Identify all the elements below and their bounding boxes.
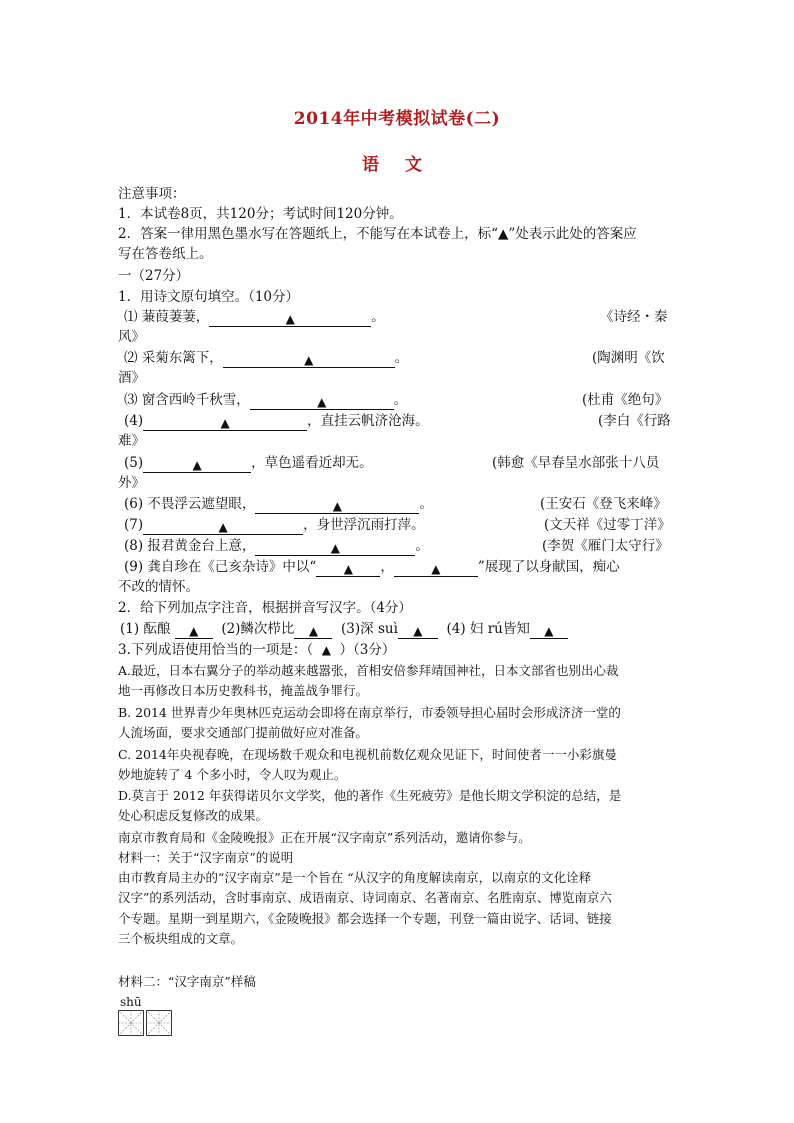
q1-line-7 [124, 515, 425, 535]
answer-mark-icon[interactable]: ▲ [321, 643, 331, 657]
q1-line-2-text: 采菊东篱下， [141, 350, 223, 366]
q1-line-1-text: 蒹葭萋萋， [141, 309, 210, 325]
q1-line-3-source: (杜甫《绝句》 [582, 392, 669, 408]
answer-mark-icon: ▲ [189, 624, 199, 638]
material-one-line2: 汉字”的系列活动，含时事南京、成语南京、诗词南京、名著南京、名胜南京、博览南京六 [118, 890, 612, 905]
q1-line-4-source: (李白《行路 [598, 413, 671, 429]
q3-option-d-line1: D.莫言于 2012 年获得诺贝尔文学奖，他的著作《生死疲劳》是他长期文学积淀的总结，是 [118, 788, 622, 803]
q1-stem: 1．用诗文原句填空。（10分） [118, 289, 300, 305]
q3-option-b-line2: 人流场面，要求交通部门提前做好应对准备。 [118, 725, 369, 740]
answer-blank[interactable] [143, 520, 303, 535]
q1-line-2-source-cont: 酒》 [118, 370, 145, 386]
q1-line-3-text: 窗含西岭千秋雪， [141, 392, 250, 408]
q3-stem [118, 640, 395, 660]
answer-mark-icon: ▲ [343, 562, 353, 576]
activity-intro: 南京市教育局和《金陵晚报》正在开展“汉字南京”系列活动，邀请你参与。 [118, 830, 531, 845]
q1-line-5-source: (韩愈《早春呈水部张十八员 [492, 455, 660, 471]
notes-item-2a: 2．答案一律用黑色墨水写在答题纸上，不能写在本试卷上，标“▲”处表示此处的答案应 [118, 226, 637, 242]
q1-line-7-num: (7) [124, 517, 144, 533]
q1-line-8-num: (8) [124, 538, 144, 554]
q1-line-4 [124, 411, 429, 431]
q1-line-1-num: ⑴ [124, 309, 138, 325]
q1-line-6 [124, 494, 433, 514]
pinyin-label: shū [120, 995, 142, 1009]
q1-line-9 [124, 557, 620, 577]
q1-line-6-source: (王安石《登飞来峰》 [540, 496, 667, 512]
q1-line-9-start: (9) 龚自珍在《己亥杂诗》中以“ [124, 559, 317, 575]
material-one-line1: 由市教育局主办的“汉字南京”是一个旨在 “从汉字的角度解读南京，以南京的文化诠释 [118, 870, 592, 885]
notes-heading: 注意事项： [118, 186, 186, 202]
answer-blank[interactable] [175, 624, 213, 639]
material-one-line4: 三个板块组成的文章。 [118, 931, 244, 946]
q3-stem-tail: ）（3分） [339, 642, 396, 658]
q3-option-c-line1: C. 2014年央视春晚，在现场数千观众和电视机前数亿观众见证下，时间使者一一小彩旗曼 [118, 747, 617, 762]
q1-line-9-end: ”展现了以身献国，痴心 [477, 559, 620, 575]
q1-line-7-tail: ，身世浮沉雨打萍。 [303, 517, 425, 533]
answer-blank[interactable] [209, 312, 371, 327]
q1-line-5-tail: ，草色遥看近却无。 [251, 455, 373, 471]
exam-title: 2014年中考模拟试卷(二) [293, 109, 501, 129]
answer-mark-icon: ▲ [304, 353, 314, 367]
q1-line-2-tail: 。 [394, 350, 409, 366]
q3-option-a-line1: A.最近，日本右翼分子的举动越来越嚣张，首相安倍参拜靖国神社，日本文部省也别出心裁 [118, 663, 619, 678]
tianzige-grid-box [118, 1010, 144, 1036]
q3-stem-text: 3.下列成语使用恰当的一项是：（ [118, 642, 314, 658]
answer-blank[interactable] [294, 624, 332, 639]
q3-option-d-line2: 处心积虑反复修改的成果。 [118, 808, 269, 823]
q2-stem: 2．给下列加点字注音，根据拼音写汉字。（4分） [118, 600, 412, 616]
q1-line-6-text: 不畏浮云遮望眼， [147, 496, 256, 512]
answer-blank[interactable] [530, 624, 568, 639]
q2-item-a: (1) 酝酿 [120, 621, 171, 637]
answer-blank[interactable] [143, 416, 307, 431]
answer-mark-icon: ▲ [308, 624, 319, 638]
answer-mark-icon: ▲ [330, 541, 341, 555]
answer-blank[interactable] [398, 624, 438, 639]
q2-item-d: (4) 妇 rú皆知 [446, 621, 530, 637]
q1-line-8-source: (李贺《雁门太守行》 [542, 538, 669, 554]
q1-line-5 [124, 453, 373, 473]
q1-line-3 [124, 390, 407, 410]
material-two-title: 材料二：“汉字南京”样稿 [118, 974, 256, 989]
q1-line-8-text: 报君黄金台上意， [147, 538, 256, 554]
q1-line-1-tail: 。 [371, 309, 385, 325]
answer-blank[interactable] [250, 395, 394, 410]
tianzige-grid-box [146, 1010, 172, 1036]
q1-line-6-num: (6) [124, 496, 144, 512]
material-one-title: 材料一：关于“汉字南京”的说明 [118, 850, 294, 865]
q1-line-5-source-cont: 外》 [118, 475, 145, 491]
q1-line-9-cont: 不改的情怀。 [118, 579, 199, 595]
notes-item-1: 1．本试卷8页，共120分；考试时间120分钟。 [118, 206, 403, 222]
q1-line-4-num: (4) [124, 413, 144, 429]
q1-line-2-num: ⑵ [124, 350, 138, 366]
answer-mark-icon: ▲ [192, 458, 202, 472]
q1-line-8-tail: 。 [415, 538, 429, 554]
exam-subject: 语 文 [362, 155, 432, 175]
q1-line-1 [124, 307, 385, 327]
answer-mark-icon: ▲ [431, 562, 441, 576]
q2-items [120, 619, 568, 639]
answer-mark-icon: ▲ [413, 624, 423, 638]
q1-line-9-comma: ， [380, 559, 394, 575]
section-one-label: 一（27分） [118, 268, 190, 284]
answer-mark-icon: ▲ [218, 520, 228, 534]
answer-mark-icon: ▲ [220, 416, 230, 430]
q1-line-1-source-cont: 风》 [118, 329, 145, 345]
q1-line-5-num: (5) [124, 455, 144, 471]
q1-line-7-source: (文天祥《过零丁洋》 [544, 517, 671, 533]
q3-option-c-line2: 妙地旋转了 4 个多小时，令人叹为观止。 [118, 767, 347, 782]
q1-line-2 [124, 348, 408, 368]
answer-blank[interactable] [255, 541, 415, 556]
q1-line-4-tail: ，直挂云帆济沧海。 [307, 413, 429, 429]
answer-mark-icon: ▲ [285, 312, 295, 326]
material-one-line3: 个专题。星期一到星期六，《金陵晚报》都会选择一个专题，刊登一篇由说字、话词、链接 [118, 911, 612, 926]
q2-item-c: (3)深 suì [341, 621, 398, 637]
q1-line-2-source: (陶渊明《饮 [592, 350, 665, 366]
q3-option-a-line2: 地一再修改日本历史教科书，掩盖战争罪行。 [118, 683, 369, 698]
answer-blank[interactable] [255, 499, 419, 514]
q3-option-b-line1: B. 2014 世界青少年奥林匹克运动会即将在南京举行，市委领导担心届时会形成济济一堂的 [118, 705, 621, 720]
notes-item-2b: 写在答卷纸上。 [118, 246, 213, 262]
answer-blank[interactable] [143, 458, 251, 473]
answer-mark-icon: ▲ [332, 499, 343, 513]
q1-line-4-source-cont: 难》 [118, 433, 145, 449]
q1-line-3-num: ⑶ [124, 392, 138, 408]
answer-blank[interactable] [223, 353, 395, 368]
answer-blank[interactable] [316, 562, 380, 577]
answer-blank[interactable] [394, 562, 478, 577]
q1-line-3-tail: 。 [393, 392, 408, 408]
q1-line-6-tail: 。 [419, 496, 433, 512]
q2-item-b: (2)鳞次栉比 [221, 621, 295, 637]
q1-line-1-source: 《诗经・秦 [600, 309, 668, 325]
q1-line-8 [124, 536, 429, 556]
answer-mark-icon: ▲ [317, 395, 327, 409]
answer-mark-icon: ▲ [544, 624, 554, 638]
